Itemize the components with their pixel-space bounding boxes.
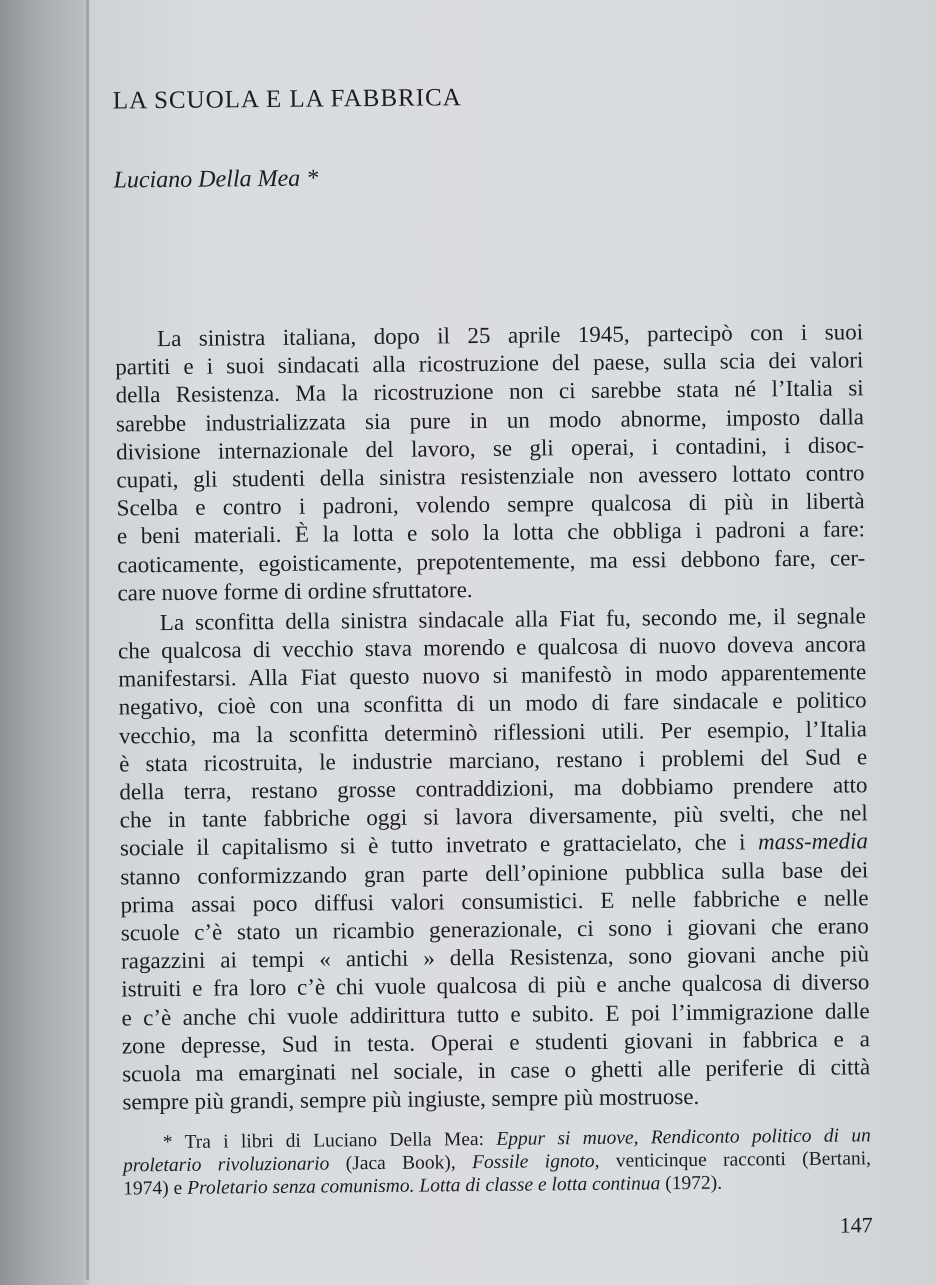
- text-segment: che in tante fabbriche oggi si lavora diversamente, più svelti, che nel: [119, 800, 868, 833]
- body-text: [115, 318, 871, 1116]
- text-segment: care nuove forme di ordine sfruttatore.: [117, 576, 473, 606]
- text-segment: La sinistra italiana, dopo il 25 aprile 1945, partecipò con i suoi: [156, 319, 864, 352]
- text-segment: scuole c’è stato un ricambio generazionale, ci sono i giovani che erano: [120, 913, 869, 946]
- italic-text: mass-media: [757, 828, 869, 855]
- text-segment: prima assai poco diffusi valori consumistici. E nelle fabbriche e nelle: [120, 885, 869, 918]
- text-segment: che qualcosa di vecchio stava morendo e qualcosa di nuovo doveva ancora: [117, 631, 867, 664]
- text-segment: (Jaca Book),: [329, 1152, 473, 1175]
- text-segment: stanno conformizzando gran parte dell’opinione pubblica sulla base dei: [120, 856, 869, 890]
- italic-text: Eppur si muove, Rendiconto politico di un: [496, 1125, 871, 1150]
- italic-text: Proletario senza comunismo. Lotta di classe e lotta continua: [187, 1173, 661, 1199]
- page-number: 147: [839, 1212, 873, 1238]
- text-segment: e c’è anche chi vuole addirittura tutto e subito. E poi l’immigrazione dalle: [121, 997, 870, 1030]
- text-segment: divisione internazionale del lavoro, se gli operai, i contadini, i disoc-: [116, 432, 865, 465]
- paragraph: [118, 602, 871, 1117]
- text-segment: della Resistenza. Ma la ricostruzione non ci sarebbe stata né l’Italia si: [115, 375, 864, 408]
- text-segment: zone depresse, Sud in testa. Operai e studenti giovani in fabbrica e a: [121, 1025, 870, 1059]
- text-segment: ragazzini ai tempi « antichi » della Resistenza, sono giovani anche più: [120, 941, 870, 974]
- text-segment: è stata ricostruita, le industrie marciano, restano i problemi del Sud e: [119, 744, 868, 777]
- text-segment: istruiti e fra loro c’è chi vuole qualcosa di più e anche qualcosa di diverso: [121, 969, 870, 1002]
- text-segment: sociale il capitalismo si è tutto invetrato e grattacielato, che i: [119, 829, 759, 861]
- paragraph: [115, 318, 866, 607]
- text-segment: (1972).: [660, 1172, 723, 1195]
- text-segment: sarebbe industrializzata sia pure in un modo abnorme, imposto dalla: [115, 403, 864, 437]
- footnote: [122, 1124, 872, 1200]
- text-line: [122, 1081, 870, 1116]
- text-segment: manifestarsi. Alla Fiat questo nuovo si manifestò in modo apparentemente: [118, 659, 867, 692]
- text-segment: caoticamente, egoisticamente, prepotentemente, ma essi debbono fare, cer-: [117, 544, 866, 577]
- text-segment: sempre più grandi, sempre più ingiuste, sempre più mostruose.: [122, 1083, 700, 1115]
- text-segment: * Tra i libri di Luciano Della Mea:: [162, 1128, 497, 1154]
- italic-text: proletario rivoluzionario: [122, 1153, 330, 1177]
- text-segment: cupati, gli studenti della sinistra resistenziale non avessero lottato contro: [116, 460, 865, 493]
- text-segment: 1974) e: [123, 1177, 188, 1200]
- author-name: Luciano Della Mea *: [113, 165, 319, 194]
- text-segment: Scelba e contro i padroni, volendo sempre qualcosa di più in libertà: [116, 488, 865, 521]
- text-segment: e beni materiali. È la lotta e solo la lotta che obbliga i padroni a fare:: [116, 516, 866, 549]
- text-segment: della terra, restano grosse contraddizioni, ma dobbiamo prendere atto: [119, 772, 868, 805]
- text-segment: partiti e i suoi sindacati alla ricostruzione del paese, sulla scia dei valori: [115, 347, 864, 380]
- text-segment: vecchio, ma la sconfitta determinò riflessioni utili. Per esempio, l’Italia: [118, 715, 867, 749]
- text-segment: negativo, cioè con una sconfitta di un modo di fare sindacale e politico: [118, 687, 867, 720]
- text-segment: venticinque racconti (Bertani,: [599, 1148, 872, 1172]
- text-segment: La sconfitta della sinistra sindacale alla Fiat fu, secondo me, il segnale: [159, 603, 866, 635]
- text-segment: scuola ma emarginati nel sociale, in case o ghetti alle periferie di città: [122, 1054, 871, 1087]
- italic-text: Fossile ignoto,: [471, 1150, 600, 1174]
- chapter-title: LA SCUOLA E LA FABBRICA: [112, 84, 462, 115]
